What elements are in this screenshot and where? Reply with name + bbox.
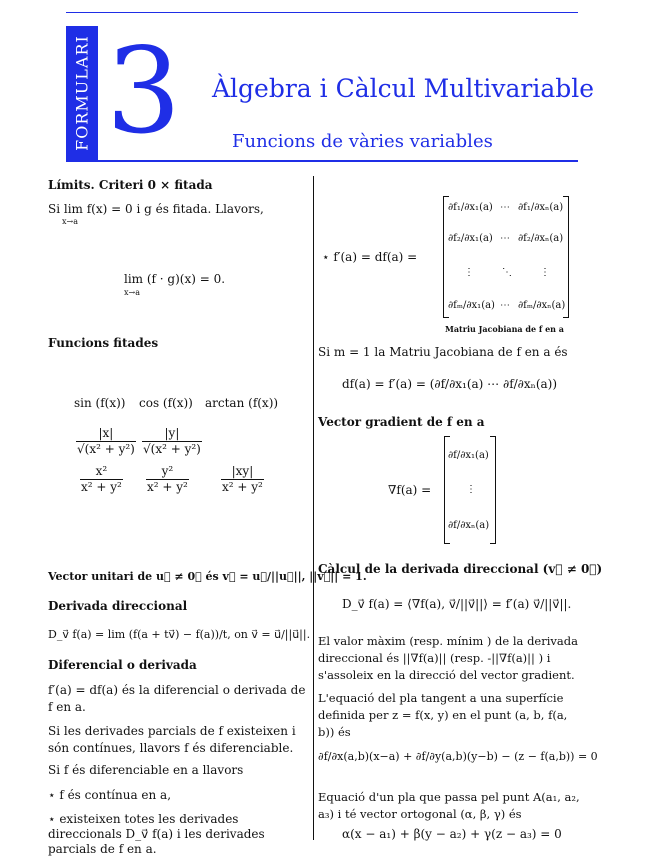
grad-heading: Vector gradient de f en a (318, 415, 485, 429)
grad-r3: ∂f/∂xₙ(a) (448, 520, 490, 531)
jac-r3c2: ⋱ (502, 267, 512, 278)
jac-r2c2: ⋯ (500, 233, 510, 244)
limits-heading: Límits. Criteri 0 × fitada (48, 178, 213, 192)
formulari-tag (66, 26, 98, 160)
calc-formula: D_v⃗ f(a) = ⟨∇f(a), v⃗/||v⃗||⟩ = f′(a) v⃗/||v⃗||. (342, 597, 572, 611)
jac-r4c2: ⋯ (500, 300, 510, 311)
unitari-line: Vector unitari de u⃗ ≠ 0⃗ és v⃗ = u⃗/||u⃗||, ||v⃗|| = 1. (48, 570, 367, 583)
frac-denominator: √(x² + y²) (143, 442, 201, 456)
fitades-cos: cos (f(x)) (139, 396, 193, 410)
column-divider (313, 176, 314, 840)
grad-r1: ∂f/∂x₁(a) (448, 450, 489, 461)
chapter-number: 3 (106, 22, 182, 160)
top-rule (66, 12, 578, 13)
jac-r3c1: ⋮ (464, 267, 474, 278)
frac-denominator: √(x² + y²) (77, 442, 135, 456)
frac-denominator: x² + y² (147, 480, 188, 494)
dir-formula: D_v⃗ f(a) = lim (f(a + tv⃗) − f(a))/t, on v⃗ = u⃗/||u⃗||. (48, 628, 311, 641)
frac-numerator: x² (80, 464, 123, 480)
dif-p2: Si les derivades parcials de f existeixen i són contínues, llavors f és diferenciable. (48, 724, 296, 755)
limits-text: Si lim f(x) = 0 i g és fitada. Llavors, (48, 202, 264, 216)
jacobian-formula: ⋆ f′(a) = df(a) = (322, 250, 418, 264)
max-text: El valor màxim (resp. mínim ) de la derivada direccional és ||∇f(a)|| (resp. -||∇f(a)|| ) i s'assoleix en la direcció del vector gradient. (318, 634, 578, 682)
dif-heading: Diferencial o derivada (48, 658, 197, 672)
fitades-frac-x2 (80, 464, 123, 495)
dif-bullet-2: ⋆ existeixen totes les derivades direccionals D_v⃗ f(a) i les derivades parcials de f en a. (48, 812, 265, 856)
fitades-frac-y (142, 426, 202, 457)
fitades-arctan: arctan (f(x)) (205, 396, 279, 410)
frac-denominator: x² + y² (222, 480, 263, 494)
dir-heading: Derivada direccional (48, 599, 188, 613)
fitades-frac-x (76, 426, 136, 457)
jac-r2c1: ∂f₂/∂x₁(a) (448, 233, 493, 244)
page-subtitle: Funcions de vàries variables (232, 131, 493, 152)
fitades-frac-y2 (146, 464, 189, 495)
frac-numerator: |x| (76, 426, 136, 442)
frac-denominator: x² + y² (81, 480, 122, 494)
header-rule (66, 160, 578, 162)
limits-formula-subscript: x→a (124, 288, 140, 297)
calc-heading: Càlcul de la derivada direccional (v⃗ ≠ 0⃗) (318, 562, 603, 576)
tangent-text: L'equació del pla tangent a una superfície definida per z = f(x, y) en el punt (a, b, f(a, b)) és (318, 691, 568, 739)
jac-r1c2: ⋯ (500, 202, 510, 213)
pla-formula: α(x − a₁) + β(y − a₂) + γ(z − a₃) = 0 (342, 827, 562, 841)
jac-r2c3: ∂f₂/∂xₙ(a) (518, 233, 564, 244)
grad-formula: ∇f(a) = (388, 483, 432, 497)
fitades-sin: sin (f(x)) (74, 396, 126, 410)
jac-r4c3: ∂fₘ/∂xₙ(a) (518, 300, 566, 311)
limits-formula: lim (f · g)(x) = 0. (124, 272, 226, 286)
limits-subscript: x→a (62, 217, 78, 226)
grad-r2: ⋮ (466, 484, 476, 495)
fitades-frac-xy (221, 464, 264, 495)
frac-numerator: y² (146, 464, 189, 480)
pla-text: Equació d'un pla que passa pel punt A(a₁, a₂, a₃) i té vector ortogonal (α, β, γ) és (318, 790, 580, 821)
dif-bullet-1: ⋆ f és contínua en a, (48, 788, 172, 802)
jac-r1c3: ∂f₁/∂xₙ(a) (518, 202, 564, 213)
tangent-formula: ∂f/∂x(a,b)(x−a) + ∂f/∂y(a,b)(y−b) − (z − f(a,b)) = 0 (318, 750, 598, 763)
jac-r4c1: ∂fₘ/∂x₁(a) (448, 300, 495, 311)
page-title: Àlgebra i Càlcul Multivariable (212, 74, 595, 103)
m1-formula: df(a) = f′(a) = (∂f/∂x₁(a) ⋯ ∂f/∂xₙ(a)) (342, 377, 558, 391)
frac-numerator: |xy| (221, 464, 264, 480)
dif-p3: Si f és diferenciable en a llavors (48, 763, 244, 777)
jacobian-caption: Matriu Jacobiana de f en a (445, 324, 564, 334)
m1-text: Si m = 1 la Matriu Jacobiana de f en a és (318, 345, 568, 359)
frac-numerator: |y| (142, 426, 202, 442)
fitades-heading: Funcions fitades (48, 336, 159, 350)
jac-r1c1: ∂f₁/∂x₁(a) (448, 202, 493, 213)
dif-p1: f′(a) = df(a) és la diferencial o derivada de f en a. (48, 683, 306, 714)
formulari-tag-label: FORMULARI (72, 35, 92, 151)
jac-r3c3: ⋮ (540, 267, 550, 278)
